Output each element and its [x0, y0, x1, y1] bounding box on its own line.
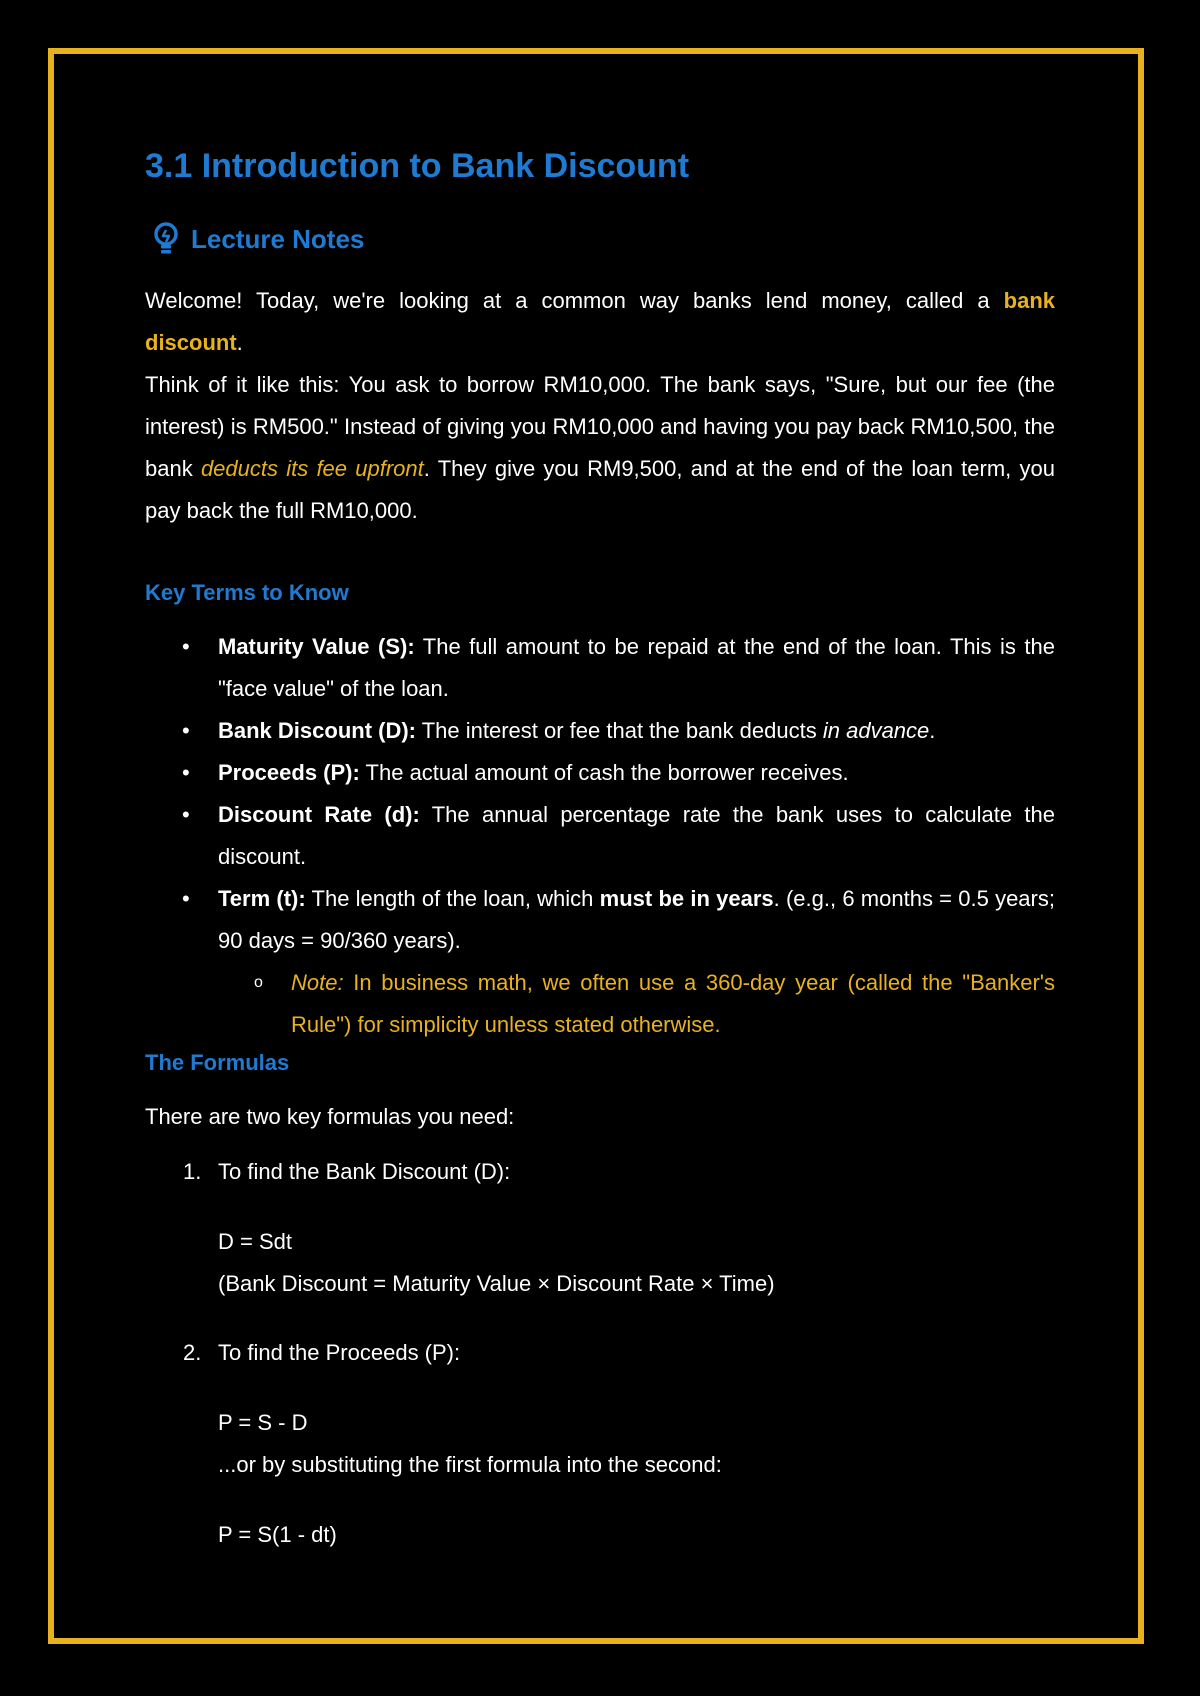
term-description: The interest or fee that the bank deducts	[416, 718, 823, 743]
upfront-highlight: deducts its fee upfront	[200, 456, 424, 481]
lecture-notes-header	[145, 219, 364, 259]
formulas-heading: The Formulas	[145, 1050, 290, 1075]
lecture-notes-label: Lecture Notes	[191, 223, 365, 254]
intro-section	[145, 280, 1055, 532]
key-terms-list	[145, 626, 1055, 1046]
intro-example-end: . They give you RM9,500, and at the end of the loan term, you pay back the full RM10,000.	[145, 456, 1055, 523]
term-description-end: . (e.g., 6 months = 0.5 years; 90 days = 90/360 years).	[218, 886, 1055, 953]
intro-paragraph-1	[145, 280, 1055, 364]
term-description: The actual amount of cash the borrower receives.	[359, 760, 849, 785]
list-item	[145, 710, 1055, 752]
list-item	[145, 878, 1055, 962]
term-label: Discount Rate (d):	[218, 802, 420, 827]
intro-text: Welcome! Today, we're looking at a common way banks lend money, called a	[145, 288, 1004, 313]
term-label: Maturity Value (S):	[218, 634, 415, 659]
formula-2-label	[145, 1332, 1055, 1374]
term-label: Term (t):	[218, 886, 306, 911]
formula-1	[145, 1151, 1055, 1305]
note-label: Note:	[291, 970, 344, 995]
formula-1-label	[145, 1151, 1055, 1193]
term-emphasis: in advance	[822, 718, 930, 743]
list-item	[145, 626, 1055, 710]
formula-substitution-note: ...or by substituting the first formula into the second:	[218, 1452, 722, 1477]
term-label: Bank Discount (D):	[218, 718, 416, 743]
page-title: 3.1 Introduction to Bank Discount	[145, 147, 690, 185]
formula-equation: P = S - D	[218, 1410, 308, 1435]
formulas-intro: There are two key formulas you need:	[145, 1104, 515, 1129]
bank-discount-highlight: bank discount	[145, 288, 1055, 355]
intro-text-end: .	[236, 330, 243, 355]
intro-paragraph-2	[145, 364, 1055, 532]
formula-equation-combined: P = S(1 - dt)	[218, 1522, 337, 1547]
term-description: The annual percentage rate the bank uses to calculate the discount.	[218, 802, 1055, 869]
term-label: Proceeds (P):	[218, 760, 360, 785]
list-item	[145, 794, 1055, 878]
list-number: 2.	[183, 1340, 202, 1365]
note-text: In business math, we often use a 360-day year (called the "Banker's Rule") for simplicity unless stated otherwise.	[291, 970, 1055, 1037]
term-emphasis: must be in years	[599, 886, 774, 911]
note-item	[145, 962, 1055, 1046]
formula-explanation: (Bank Discount = Maturity Value × Discount Rate × Time)	[218, 1271, 775, 1296]
term-description: The full amount to be repaid at the end of the loan. This is the "face value" of the loan.	[218, 634, 1055, 701]
formula-label-text: To find the Proceeds (P):	[218, 1340, 461, 1365]
formula-label-text: To find the Bank Discount (D):	[218, 1159, 511, 1184]
term-description-end: .	[929, 718, 936, 743]
list-number: 1.	[183, 1159, 202, 1184]
intro-example-text: Think of it like this: You ask to borrow RM10,000. The bank says, "Sure, but our fee (the interest) is RM500." Instead of giving you RM10,000 and having you pay back RM10,500, the bank	[145, 372, 1055, 481]
key-terms-heading: Key Terms to Know	[145, 580, 349, 605]
lightbulb-icon	[151, 222, 181, 256]
list-item	[145, 752, 1055, 794]
formula-equation: D = Sdt	[218, 1229, 292, 1254]
term-description: The length of the loan, which	[305, 886, 600, 911]
formula-2	[145, 1332, 1055, 1556]
